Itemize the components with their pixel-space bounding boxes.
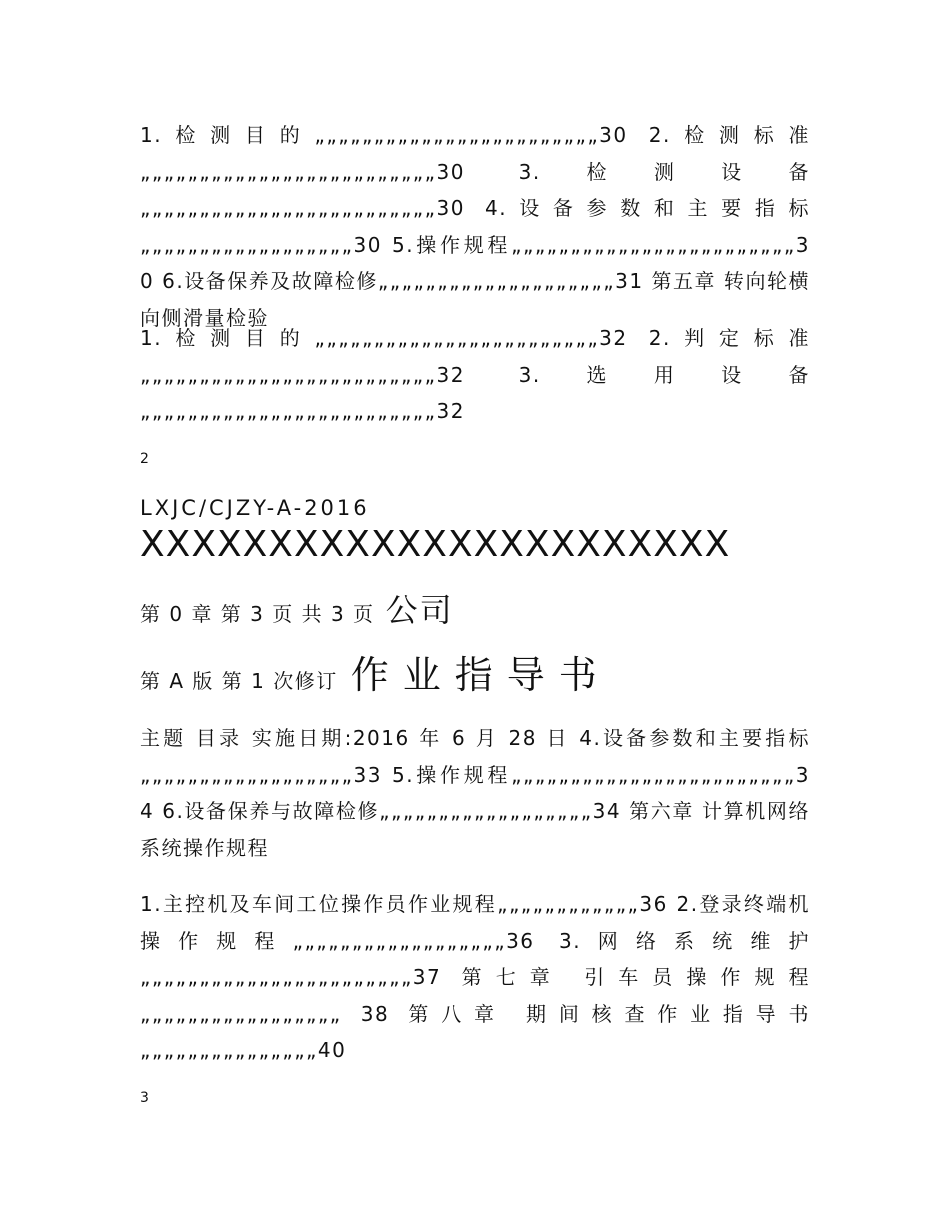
version-row [140, 648, 611, 710]
version-info: 第 A 版 第 1 次修订 [140, 669, 338, 693]
document-code: LXJC/CJZY-A-2016 [140, 496, 370, 520]
company-name: XXXXXXXXXXXXXXXXXXXXXXX [140, 524, 731, 565]
chapter-info: 第 0 章 第 3 页 共 3 页 [140, 602, 375, 626]
toc-paragraph: 1.主控机及车间工位操作员作业规程„„„„„„„„„„„„36 2.登录终端机操作规程„„„„„„„„„„„„„„„„„„36 3.网络系统维护„„„„„„„„„„„„„„„„„„„„„„„37 第七章 引车员操作规程„„„„„„„„„„„„„„„„„ 38 第八章 期间核查作业指导书„„„„„„„„„„„„„„„40 [140, 892, 810, 1062]
company-suffix: 公司 [385, 591, 454, 629]
toc-paragraph: 1.检测目的„„„„„„„„„„„„„„„„„„„„„„„„30 2.检测标准„„„„„„„„„„„„„„„„„„„„„„„„„30 3.检测设备„„„„„„„„„„„„„„„„„„„„„„„„„30 4.设备参数和主要指标„„„„„„„„„„„„„„„„„„30 5.操作规程„„„„„„„„„„„„„„„„„„„„„„„„30 6.设备保养及故障检修„„„„„„„„„„„„„„„„„„„„31 第五章 转向轮横向侧滑量检验 [140, 123, 810, 330]
toc-paragraph: 主题 目录 实施日期:2016 年 6 月 28 日 4.设备参数和主要指标„„„„„„„„„„„„„„„„„„33 5.操作规程„„„„„„„„„„„„„„„„„„„„„„„„34 6.设备保养与故障检修„„„„„„„„„„„„„„„„„„34 第六章 计算机网络系统操作规程 [140, 726, 810, 860]
toc-paragraph: 1.检测目的„„„„„„„„„„„„„„„„„„„„„„„„32 2.判定标准„„„„„„„„„„„„„„„„„„„„„„„„„32 3.选用设备„„„„„„„„„„„„„„„„„„„„„„„„„32 [140, 326, 810, 423]
chapter-row [140, 588, 454, 638]
document-title: 作业指导书 [350, 653, 611, 697]
page-number: 2 [140, 451, 149, 467]
page-number: 3 [140, 1090, 149, 1106]
